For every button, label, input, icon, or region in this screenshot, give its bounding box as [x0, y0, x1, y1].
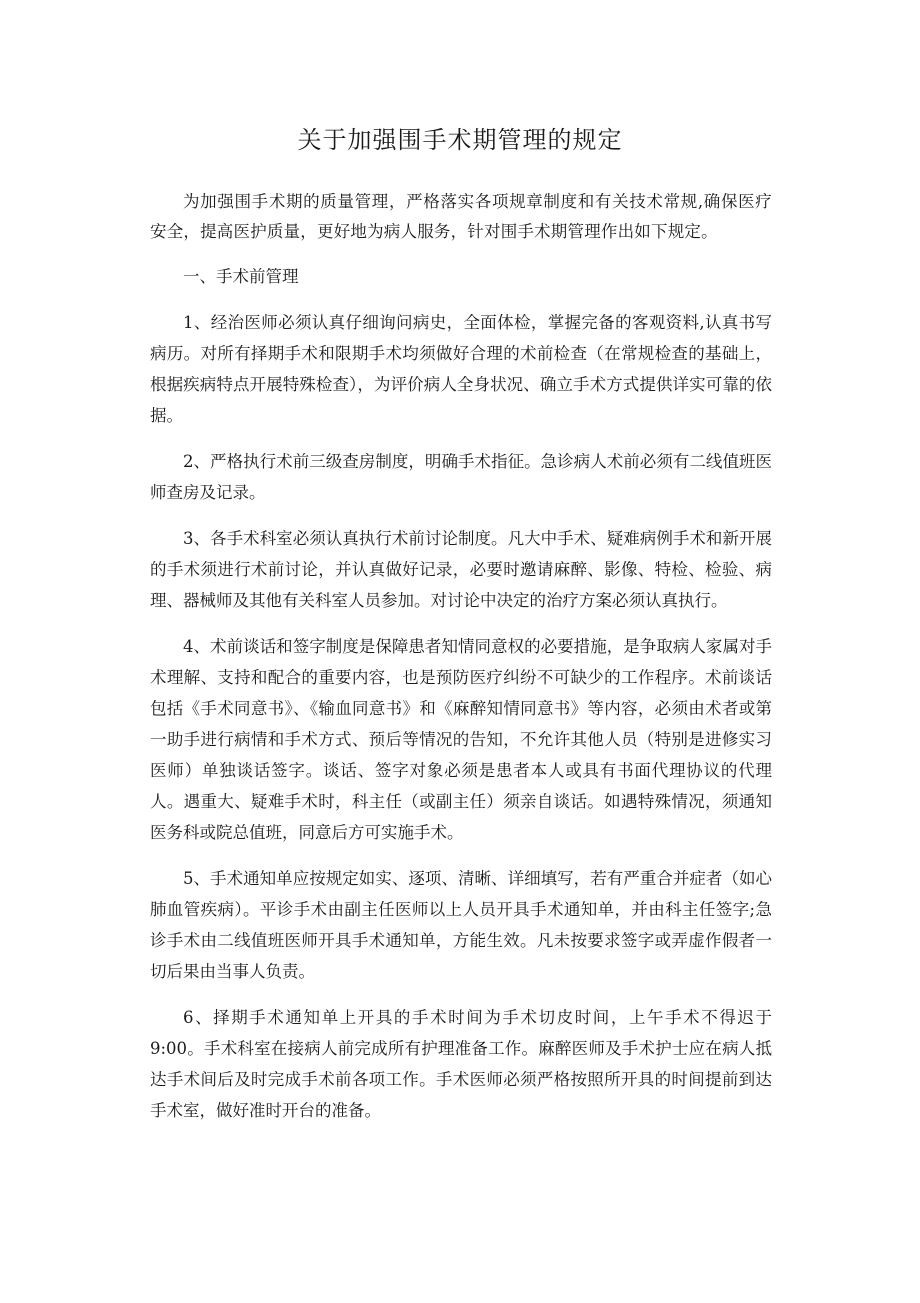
list-item: 5、手术通知单应按规定如实、逐项、清晰、详细填写，若有严重合并症者（如心肺血管疾病）。平诊手术由副主任医师以上人员开具手术通知单，并由科主任签字;急诊手术由二线值班医师开具手术通知单，方能生效。凡未按要求签字或弄虚作假者一切后果由当事人负责。 [150, 869, 772, 981]
list-item: 1、经治医师必须认真仔细询问病史，全面体检，掌握完备的客观资料,认真书写病历。对所有择期手术和限期手术均须做好合理的术前检查（在常规检查的基础上，根据疾病特点开展特殊检查），为评价病人全身状况、确立手术方式提供详实可靠的依据。 [150, 313, 772, 425]
list-item: 6、择期手术通知单上开具的手术时间为手术切皮时间，上午手术不得迟于9:00。手术科室在接病人前完成所有护理准备工作。麻醉医师及手术护士应在病人抵达手术间后及时完成手术前各项工作。手术医师必须严格按照所开具的时间提前到达手术室，做好准时开台的准备。 [150, 1008, 772, 1120]
document-title: 关于加强围手术期管理的规定 [297, 126, 623, 154]
list-item: 3、各手术科室必须认真执行术前讨论制度。凡大中手术、疑难病例手术和新开展的手术须进行术前讨论，并认真做好记录，必要时邀请麻醉、影像、特检、检验、病理、器械师及其他有关科室人员参加。对讨论中决定的治疗方案必须认真执行。 [150, 529, 772, 610]
intro-paragraph: 为加强围手术期的质量管理，严格落实各项规章制度和有关技术常规,确保医疗安全，提高医护质量，更好地为病人服务，针对围手术期管理作出如下规定。 [150, 192, 772, 241]
list-item: 4、术前谈话和签字制度是保障患者知情同意权的必要措施，是争取病人家属对手术理解、支持和配合的重要内容，也是预防医疗纠纷不可缺少的工作程序。术前谈话包括《手术同意书》、《输血同意书》和《麻醉知情同意书》等内容，必须由术者或第一助手进行病情和手术方式、预后等情况的告知，不允许其他人员（特别是进修实习医师）单独谈话签字。谈话、签字对象必须是患者本人或具有书面代理协议的代理人。遇重大、疑难手术时，科主任（或副主任）须亲自谈话。如遇特殊情况，须通知医务科或院总值班，同意后方可实施手术。 [150, 637, 772, 842]
section-heading: 一、手术前管理 [183, 267, 299, 286]
list-item: 2、严格执行术前三级查房制度，明确手术指征。急诊病人术前必须有二线值班医师查房及记录。 [150, 452, 772, 502]
document-body [150, 187, 772, 1141]
